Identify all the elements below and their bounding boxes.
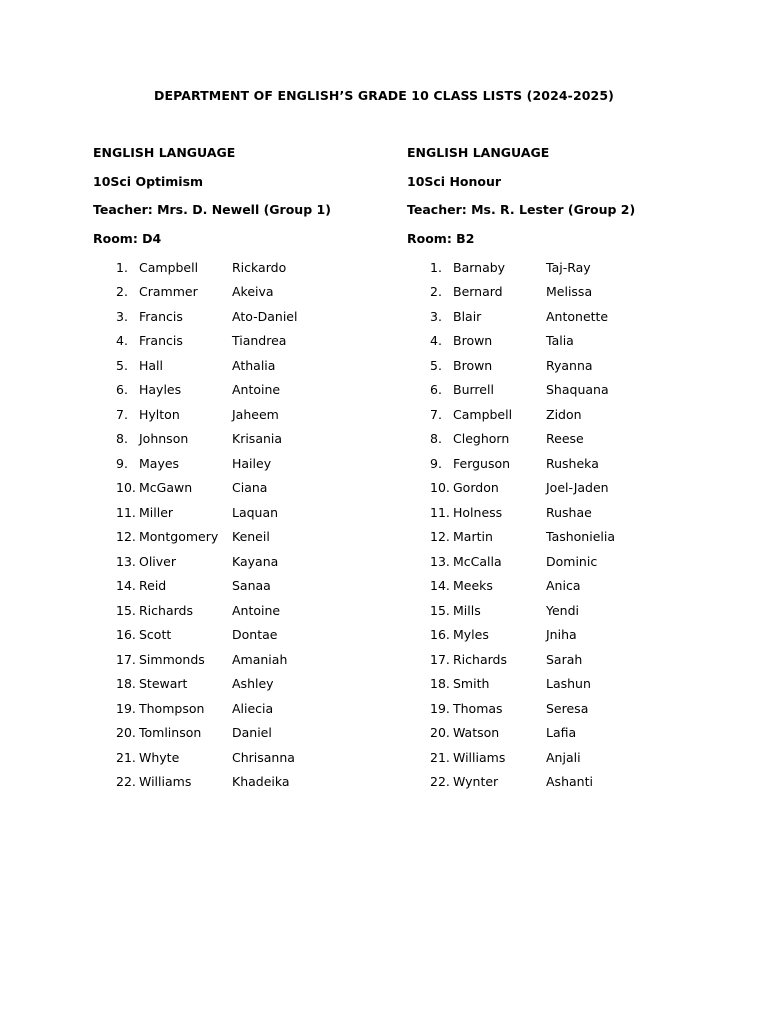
student-row	[93, 259, 393, 284]
student-row	[93, 553, 393, 578]
student-last-name: Brown	[453, 333, 493, 349]
student-row	[407, 651, 707, 676]
student-row	[93, 283, 393, 308]
student-last-name: Stewart	[139, 676, 188, 692]
student-last-name: Reid	[139, 578, 167, 594]
student-last-name: Scott	[139, 627, 172, 643]
student-row	[93, 430, 393, 455]
student-row	[407, 626, 707, 651]
class-name: 10Sci Honour	[407, 173, 502, 189]
room-line: Room: B2	[407, 231, 475, 247]
student-row	[407, 749, 707, 774]
student-row	[93, 773, 393, 798]
student-row	[93, 577, 393, 602]
student-number: 6.	[430, 382, 442, 398]
student-number: 13.	[116, 553, 136, 569]
student-last-name: Campbell	[139, 259, 199, 275]
student-last-name: Martin	[453, 529, 493, 545]
student-last-name: Williams	[453, 749, 506, 765]
student-row	[407, 381, 707, 406]
student-number: 7.	[430, 406, 442, 422]
student-row	[407, 553, 707, 578]
student-row	[407, 504, 707, 529]
student-last-name: Mills	[453, 602, 481, 618]
student-first-name: Ryanna	[546, 357, 593, 373]
class-name: 10Sci Optimism	[93, 173, 204, 189]
student-first-name: Aliecia	[232, 700, 274, 716]
student-last-name: Hylton	[139, 406, 180, 422]
student-number: 5.	[430, 357, 442, 373]
student-first-name: Melissa	[546, 284, 593, 300]
student-number: 8.	[430, 431, 442, 447]
document-title: DEPARTMENT OF ENGLISH’S GRADE 10 CLASS LISTS (2024-2025)	[154, 88, 614, 103]
student-row	[93, 308, 393, 333]
student-row	[93, 357, 393, 382]
student-number: 10.	[116, 480, 136, 496]
student-list	[407, 259, 707, 798]
student-first-name: Khadeika	[232, 774, 290, 790]
student-last-name: Bernard	[453, 284, 503, 300]
student-first-name: Ato-Daniel	[232, 308, 298, 324]
student-first-name: Athalia	[232, 357, 276, 373]
student-number: 19.	[430, 700, 450, 716]
student-list	[93, 259, 393, 798]
student-last-name: Hall	[139, 357, 164, 373]
student-first-name: Rushae	[546, 504, 592, 520]
student-number: 1.	[430, 259, 442, 275]
student-last-name: Meeks	[453, 578, 493, 594]
student-row	[407, 332, 707, 357]
student-last-name: Johnson	[139, 431, 189, 447]
student-number: 15.	[430, 602, 450, 618]
student-number: 19.	[116, 700, 136, 716]
subject-heading: ENGLISH LANGUAGE	[93, 145, 236, 160]
student-row	[93, 724, 393, 749]
student-last-name: Brown	[453, 357, 493, 373]
student-number: 11.	[430, 504, 450, 520]
class-list-optimism	[93, 144, 393, 798]
teacher-line: Teacher: Ms. R. Lester (Group 2)	[407, 202, 636, 218]
student-row	[407, 675, 707, 700]
student-row	[407, 283, 707, 308]
student-row	[407, 430, 707, 455]
student-number: 18.	[430, 676, 450, 692]
student-last-name: Thomas	[453, 700, 503, 716]
student-last-name: Barnaby	[453, 259, 506, 275]
student-row	[93, 528, 393, 553]
student-row	[407, 700, 707, 725]
student-last-name: Richards	[453, 651, 507, 667]
student-first-name: Antonette	[546, 308, 609, 324]
student-first-name: Ciana	[232, 480, 268, 496]
student-row	[93, 504, 393, 529]
student-row	[93, 675, 393, 700]
student-first-name: Amaniah	[232, 651, 288, 667]
class-list-honour	[407, 144, 707, 798]
student-last-name: Francis	[139, 333, 183, 349]
student-first-name: Taj-Ray	[546, 259, 591, 275]
student-number: 17.	[116, 651, 136, 667]
student-first-name: Sarah	[546, 651, 583, 667]
student-row	[407, 724, 707, 749]
student-last-name: Watson	[453, 725, 500, 741]
student-last-name: Oliver	[139, 553, 177, 569]
student-first-name: Reese	[546, 431, 584, 447]
student-first-name: Dontae	[232, 627, 278, 643]
student-last-name: Tomlinson	[139, 725, 202, 741]
student-first-name: Zidon	[546, 406, 582, 422]
student-number: 16.	[116, 627, 136, 643]
student-number: 13.	[430, 553, 450, 569]
student-first-name: Krisania	[232, 431, 283, 447]
student-row	[407, 577, 707, 602]
student-first-name: Shaquana	[546, 382, 609, 398]
student-first-name: Laquan	[232, 504, 279, 520]
student-first-name: Ashley	[232, 676, 274, 692]
subject-heading: ENGLISH LANGUAGE	[407, 145, 550, 160]
student-row	[93, 455, 393, 480]
student-first-name: Daniel	[232, 725, 272, 741]
student-first-name: Chrisanna	[232, 749, 295, 765]
student-number: 20.	[116, 725, 136, 741]
student-first-name: Rickardo	[232, 259, 287, 275]
student-first-name: Talia	[546, 333, 574, 349]
student-last-name: Ferguson	[453, 455, 511, 471]
student-first-name: Sanaa	[232, 578, 271, 594]
student-last-name: Holness	[453, 504, 503, 520]
student-number: 9.	[430, 455, 442, 471]
student-first-name: Anjali	[546, 749, 581, 765]
teacher-line: Teacher: Mrs. D. Newell (Group 1)	[93, 202, 331, 218]
student-number: 22.	[116, 774, 136, 790]
student-number: 17.	[430, 651, 450, 667]
student-row	[407, 528, 707, 553]
student-row	[93, 626, 393, 651]
student-first-name: Lashun	[546, 676, 591, 692]
student-number: 20.	[430, 725, 450, 741]
student-number: 6.	[116, 382, 128, 398]
student-last-name: McGawn	[139, 480, 193, 496]
student-last-name: Montgomery	[139, 529, 219, 545]
student-row	[93, 479, 393, 504]
student-last-name: Crammer	[139, 284, 198, 300]
student-first-name: Seresa	[546, 700, 589, 716]
student-number: 14.	[430, 578, 450, 594]
student-row	[93, 700, 393, 725]
student-first-name: Tashonielia	[546, 529, 616, 545]
student-number: 22.	[430, 774, 450, 790]
student-first-name: Keneil	[232, 529, 270, 545]
student-row	[93, 406, 393, 431]
student-row	[407, 357, 707, 382]
room-line: Room: D4	[93, 231, 162, 247]
student-row	[407, 479, 707, 504]
student-number: 18.	[116, 676, 136, 692]
student-row	[407, 406, 707, 431]
student-number: 3.	[430, 308, 442, 324]
student-first-name: Antoine	[232, 382, 281, 398]
student-number: 10.	[430, 480, 450, 496]
student-first-name: Ashanti	[546, 774, 593, 790]
student-last-name: Blair	[453, 308, 482, 324]
student-last-name: Cleghorn	[453, 431, 510, 447]
student-number: 2.	[116, 284, 128, 300]
student-row	[407, 455, 707, 480]
student-last-name: Whyte	[139, 749, 180, 765]
student-first-name: Kayana	[232, 553, 279, 569]
student-last-name: Simmonds	[139, 651, 205, 667]
student-number: 16.	[430, 627, 450, 643]
student-number: 21.	[116, 749, 136, 765]
student-number: 12.	[430, 529, 450, 545]
student-number: 21.	[430, 749, 450, 765]
student-last-name: Richards	[139, 602, 193, 618]
student-number: 4.	[430, 333, 442, 349]
student-first-name: Jaheem	[232, 406, 279, 422]
student-last-name: Mayes	[139, 455, 180, 471]
student-number: 11.	[116, 504, 136, 520]
student-row	[407, 602, 707, 627]
student-last-name: Hayles	[139, 382, 182, 398]
student-first-name: Yendi	[546, 602, 579, 618]
student-number: 3.	[116, 308, 128, 324]
student-first-name: Akeiva	[232, 284, 274, 300]
student-row	[93, 381, 393, 406]
student-first-name: Jniha	[546, 627, 577, 643]
student-last-name: McCalla	[453, 553, 502, 569]
student-last-name: Burrell	[453, 382, 494, 398]
student-last-name: Thompson	[139, 700, 205, 716]
student-row	[93, 651, 393, 676]
student-last-name: Williams	[139, 774, 192, 790]
student-row	[407, 308, 707, 333]
student-first-name: Tiandrea	[232, 333, 287, 349]
student-number: 4.	[116, 333, 128, 349]
student-number: 14.	[116, 578, 136, 594]
student-last-name: Campbell	[453, 406, 513, 422]
student-number: 8.	[116, 431, 128, 447]
student-first-name: Joel-Jaden	[546, 480, 609, 496]
student-first-name: Antoine	[232, 602, 281, 618]
student-number: 1.	[116, 259, 128, 275]
student-number: 7.	[116, 406, 128, 422]
student-number: 12.	[116, 529, 136, 545]
student-number: 5.	[116, 357, 128, 373]
student-first-name: Lafia	[546, 725, 577, 741]
student-last-name: Myles	[453, 627, 489, 643]
student-row	[93, 749, 393, 774]
student-last-name: Smith	[453, 676, 490, 692]
student-first-name: Dominic	[546, 553, 598, 569]
student-last-name: Francis	[139, 308, 183, 324]
student-first-name: Anica	[546, 578, 581, 594]
student-row	[93, 332, 393, 357]
student-last-name: Miller	[139, 504, 174, 520]
student-last-name: Wynter	[453, 774, 499, 790]
student-row	[407, 773, 707, 798]
student-number: 9.	[116, 455, 128, 471]
student-row	[407, 259, 707, 284]
student-number: 2.	[430, 284, 442, 300]
student-row	[93, 602, 393, 627]
student-first-name: Hailey	[232, 455, 272, 471]
student-number: 15.	[116, 602, 136, 618]
student-first-name: Rusheka	[546, 455, 599, 471]
student-last-name: Gordon	[453, 480, 499, 496]
